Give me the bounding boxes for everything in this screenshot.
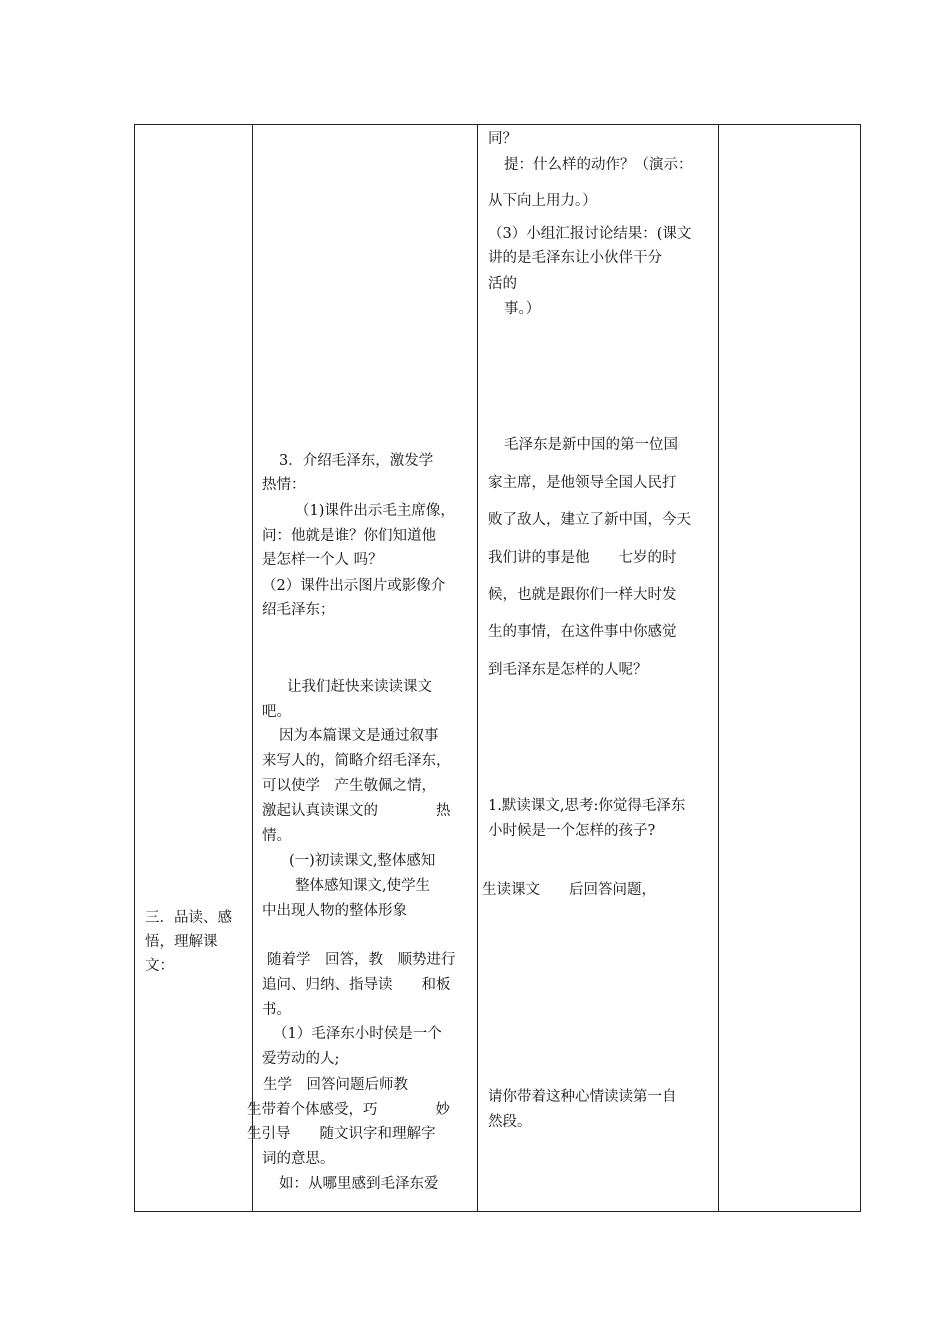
lesson-plan-table [134, 124, 861, 1212]
text-line: 候，也就是跟你们一样大时发 [488, 587, 677, 603]
text-line: 因为本篇课文是通过叙事 [279, 728, 439, 744]
text-line: 家主席，是他领导全国人民打 [488, 475, 677, 491]
text-line: 从下向上用力。） [488, 193, 597, 209]
text-line: 情。 [262, 828, 291, 844]
text-line: 词的意思。 [262, 1151, 335, 1167]
text-line: 请你带着这种心情读读第一自 [488, 1089, 677, 1105]
notes-cell [719, 125, 862, 1211]
text-line: 到毛泽东是怎样的人呢？ [488, 662, 648, 678]
text-line: 书。 [262, 1002, 291, 1018]
text-line: 吧。 [262, 704, 291, 720]
text-line: 如：从哪里感到毛泽东爱 [279, 1176, 439, 1192]
text-line: 中出现人物的整体形象 [262, 903, 407, 919]
text-line: 小时候是一个怎样的孩子? [488, 823, 656, 839]
text-line: 3．介绍毛泽东，激发学 [279, 453, 434, 469]
text-line: 是怎样一个人 吗？ [262, 552, 383, 568]
section-label-line: 三．品读、感 [145, 910, 232, 926]
text-line: 败了敌人，建立了新中国，今天 [488, 512, 691, 528]
text-line: 生带着个体感受，巧 妙 [247, 1102, 450, 1118]
text-line: 问：他就是谁？你们知道他 [262, 528, 436, 544]
text-line: 我们讲的事是他 七岁的时 [488, 550, 677, 566]
text-line: 绍毛泽东； [262, 602, 335, 618]
text-line: （1)课件出示毛主席像， [295, 503, 455, 519]
text-line: 追问、归纳、指导读 和板 [262, 977, 451, 993]
text-line: 爱劳动的人; [262, 1051, 340, 1067]
text-line: （3）小组汇报讨论结果：(课文 [488, 226, 692, 242]
text-line: 来写人的，简略介绍毛泽东， [262, 753, 451, 769]
text-line: （1）毛泽东小时侯是一个 [273, 1026, 442, 1042]
text-line: 生读课文 后回答问题， [482, 882, 656, 898]
text-line: 事。） [504, 301, 541, 317]
text-line: （2）课件出示图片或影像介 [262, 578, 446, 594]
text-line: 激起认真读课文的 热 [262, 803, 451, 819]
section-label-cell [135, 125, 252, 1211]
text-line: 让我们赶快来读读课文 [287, 679, 432, 695]
text-line: 随着学 回答，教 顺势进行 [267, 952, 456, 968]
text-line: 生的事情，在这件事中你感觉 [488, 624, 677, 640]
text-line: 然段。 [488, 1114, 532, 1130]
text-line: 讲的是毛泽东让小伙伴干分 [488, 250, 662, 266]
text-line: 整体感知课文,使学生 [295, 878, 431, 894]
text-line: 生学 回答问题后师教 [263, 1077, 408, 1093]
text-line: 毛泽东是新中国的第一位国 [504, 437, 678, 453]
text-line: 提：什么样的动作？（演示： [504, 157, 693, 173]
text-line: 生引导 随文识字和理解字 [247, 1126, 436, 1142]
text-line: 活的 [488, 276, 517, 292]
text-line: 同？ [488, 131, 517, 147]
section-label-line: 悟，理解课 [145, 934, 218, 950]
text-line: 1.默读课文,思考:你觉得毛泽东 [488, 798, 686, 814]
section-label-line: 文： [145, 958, 174, 974]
student-activity-cell [478, 125, 718, 1211]
text-line: (一)初读课文,整体感知 [289, 853, 436, 869]
text-line: 可以使学 产生敬佩之情， [262, 778, 436, 794]
teacher-activity-cell [247, 125, 477, 1211]
text-line: 热情： [262, 477, 306, 493]
